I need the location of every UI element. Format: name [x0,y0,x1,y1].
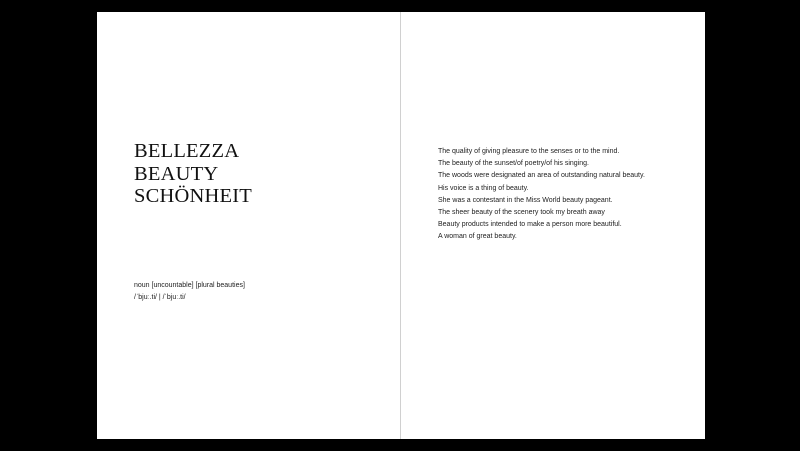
example-line: She was a contestant in the Miss World beauty pageant. [438,196,613,204]
title-italian: BELLEZZA [134,140,240,162]
grammar-info: noun [uncountable] [plural beauties] [134,282,245,289]
example-line: A woman of great beauty. [438,233,517,241]
example-line: His voice is a thing of beauty. [438,184,529,192]
grammar-block [134,280,384,304]
example-line: The beauty of the sunset/of poetry/of his singing. [438,160,589,168]
example-sentences [438,146,688,244]
title-block [134,140,384,208]
book-spread [97,12,705,439]
left-page [97,12,400,439]
title-english: BEAUTY [134,162,219,185]
title-german: SCHÖNHEIT [134,185,252,207]
example-line: The quality of giving pleasure to the senses or to the mind. [438,148,620,155]
example-line: The woods were designated an area of outstanding natural beauty. [438,172,645,180]
pronunciation: /ˈbjuː.ti/ | /ˈbjuː.ti/ [134,294,186,301]
right-page [401,12,705,439]
example-line: The sheer beauty of the scenery took my breath away [438,209,605,217]
example-line: Beauty products intended to make a person more beautiful. [438,221,622,229]
